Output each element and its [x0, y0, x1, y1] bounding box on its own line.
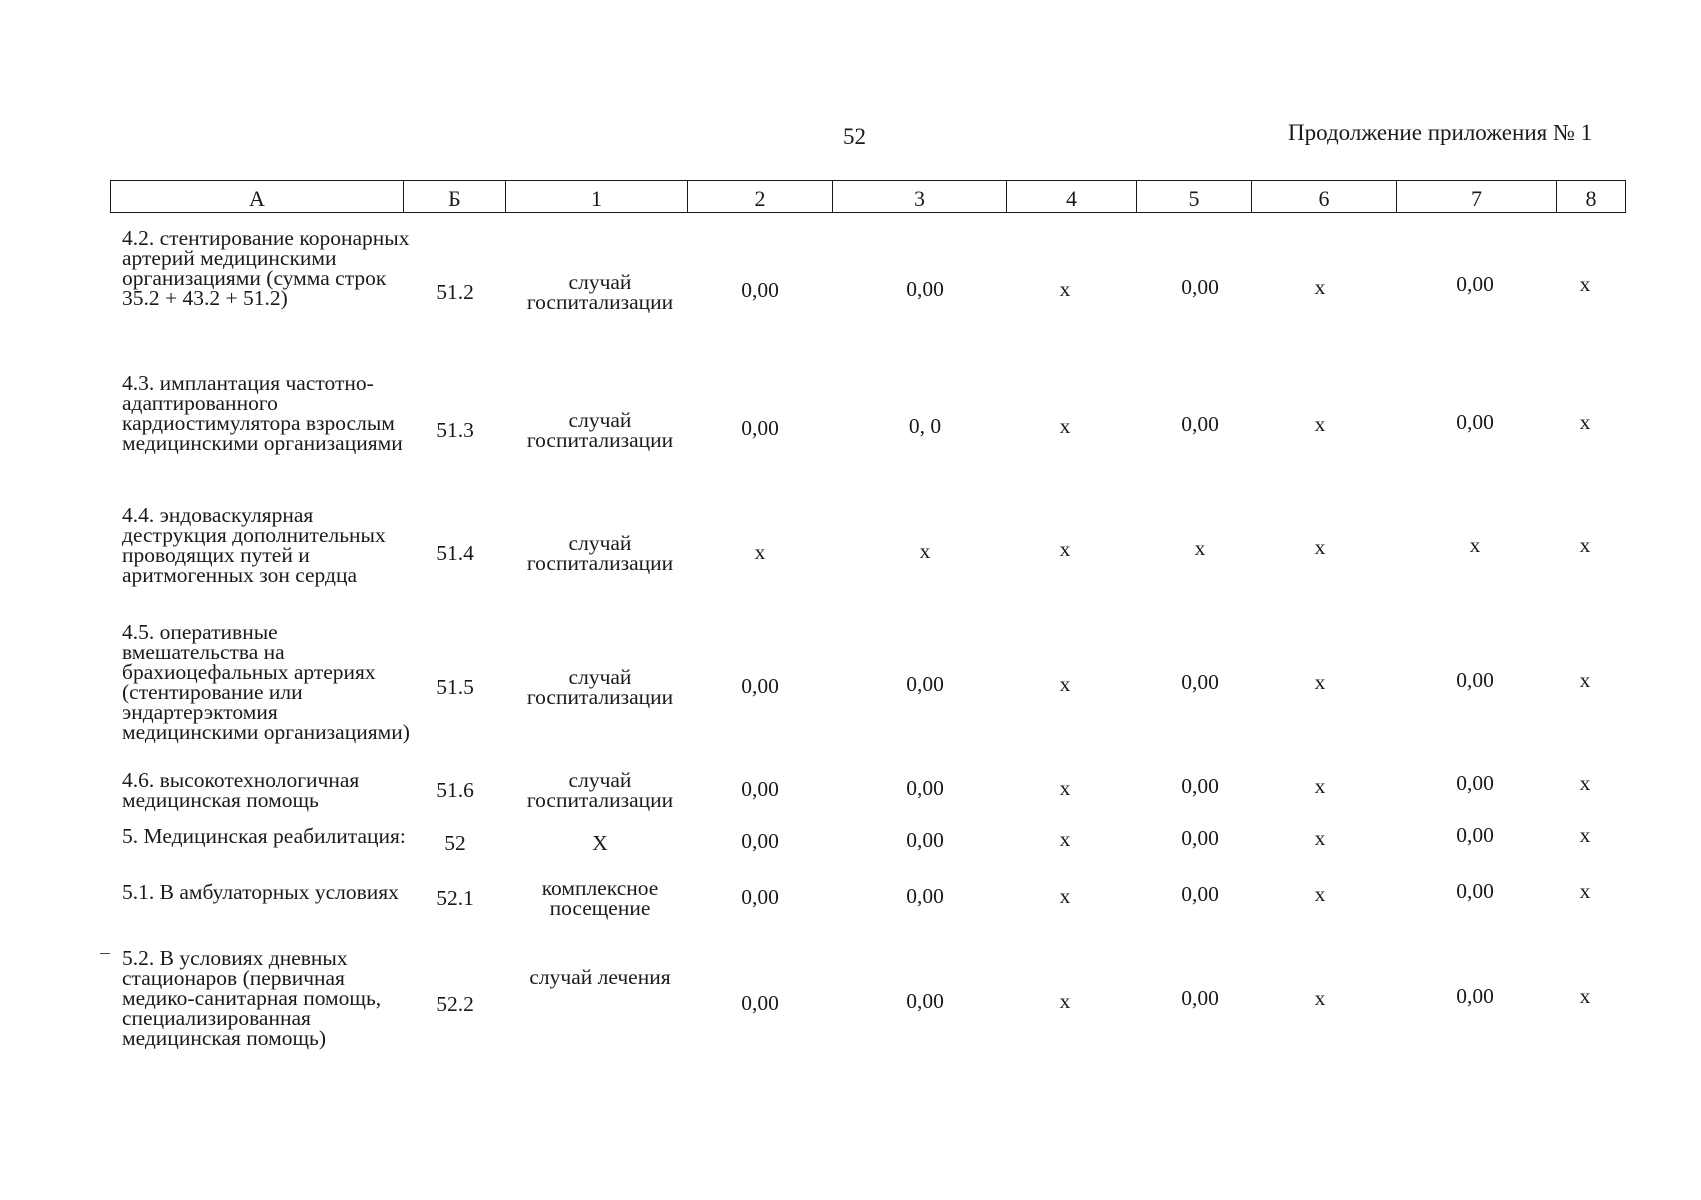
cell-col-6: х: [1314, 774, 1326, 798]
cell-col-3: х: [919, 539, 931, 563]
column-header: 2: [688, 181, 833, 213]
column-header: 3: [833, 181, 1007, 213]
row-code: 52.2: [436, 992, 474, 1016]
cell-col-2: 0,00: [741, 829, 779, 853]
cell-col-6: х: [1314, 535, 1326, 559]
row-unit: случай госпитализации: [526, 665, 674, 709]
cell-col-4: х: [1059, 414, 1071, 438]
cell-col-6: х: [1314, 826, 1326, 850]
cell-col-4: х: [1059, 277, 1071, 301]
cell-col-3: 0, 0: [908, 414, 942, 438]
row-name: 4.2. стентирование коронарных артерий медицинскими организациями (сумма строк 35.2 + 43.2 + 51.2): [122, 226, 410, 310]
row-name: 5.2. В условиях дневных стационаров (первичная медико-санитарная помощь, специализированная медицинская помощь): [122, 946, 382, 1050]
cell-col-4: х: [1059, 672, 1071, 696]
cell-col-2: 0,00: [741, 416, 779, 440]
cell-col-7: х: [1469, 533, 1481, 557]
column-header: Б: [404, 181, 506, 213]
row-code: 51.6: [436, 778, 474, 802]
cell-col-8: х: [1579, 533, 1591, 557]
row-name: 4.3. имплантация частотно-адаптированного кардиостимулятора взрослым медицинскими организациями: [122, 371, 403, 455]
cell-col-8: х: [1579, 823, 1591, 847]
column-header: А: [111, 181, 404, 213]
column-header: 6: [1252, 181, 1397, 213]
row-name: 4.4. эндоваскулярная деструкция дополнительных проводящих путей и аритмогенных зон сердца: [122, 503, 386, 587]
cell-col-2: 0,00: [741, 885, 779, 909]
cell-col-8: х: [1579, 272, 1591, 296]
cell-col-7: 0,00: [1456, 984, 1494, 1008]
cell-col-8: х: [1579, 771, 1591, 795]
cell-col-3: 0,00: [906, 989, 944, 1013]
column-header: 1: [506, 181, 688, 213]
cell-col-8: х: [1579, 879, 1591, 903]
cell-col-3: 0,00: [906, 884, 944, 908]
cell-col-5: 0,00: [1181, 670, 1219, 694]
cell-col-5: 0,00: [1181, 275, 1219, 299]
cell-col-4: х: [1059, 827, 1071, 851]
row-name: 4.5. оперативные вмешательства на брахиоцефальных артериях (стентирование или эндартерэктомия медицинскими организациями): [122, 620, 410, 744]
cell-col-5: 0,00: [1181, 986, 1219, 1010]
cell-col-2: 0,00: [741, 777, 779, 801]
column-header: 7: [1397, 181, 1557, 213]
row-code: 51.5: [436, 675, 474, 699]
row-code: 51.3: [436, 418, 474, 442]
cell-col-5: 0,00: [1181, 412, 1219, 436]
cell-col-4: х: [1059, 989, 1071, 1013]
column-header: 4: [1007, 181, 1137, 213]
page-number: 52: [843, 124, 866, 149]
cell-col-2: х: [754, 540, 766, 564]
row-name: 5.1. В амбулаторных условиях: [122, 880, 399, 904]
cell-col-6: х: [1314, 275, 1326, 299]
row-code: 52.1: [436, 886, 474, 910]
cell-col-7: 0,00: [1456, 879, 1494, 903]
cell-col-8: х: [1579, 984, 1591, 1008]
cell-col-8: х: [1579, 410, 1591, 434]
row-unit: случай лечения: [529, 965, 671, 989]
cell-col-7: 0,00: [1456, 410, 1494, 434]
cell-col-3: 0,00: [906, 776, 944, 800]
row-code: 51.2: [436, 280, 474, 304]
cell-col-3: 0,00: [906, 672, 944, 696]
row-unit: случай госпитализации: [526, 408, 674, 452]
cell-col-6: х: [1314, 670, 1326, 694]
cell-col-6: х: [1314, 986, 1326, 1010]
row-name: 4.6. высокотехнологичная медицинская помощь: [122, 768, 360, 812]
row-unit: случай госпитализации: [526, 768, 674, 812]
continuation-label: Продолжение приложения № 1: [1288, 120, 1593, 145]
cell-col-2: 0,00: [741, 991, 779, 1015]
row-unit: случай госпитализации: [526, 270, 674, 314]
scan-dash-mark: [100, 953, 110, 954]
column-header-table: [110, 180, 1626, 213]
cell-col-4: х: [1059, 776, 1071, 800]
row-code: 51.4: [436, 541, 474, 565]
cell-col-5: х: [1194, 536, 1206, 560]
row-code: 52: [444, 831, 466, 855]
cell-col-7: 0,00: [1456, 272, 1494, 296]
row-unit: Х: [592, 831, 608, 855]
row-unit: случай госпитализации: [526, 531, 674, 575]
cell-col-6: х: [1314, 882, 1326, 906]
cell-col-5: 0,00: [1181, 826, 1219, 850]
cell-col-7: 0,00: [1456, 771, 1494, 795]
cell-col-2: 0,00: [741, 278, 779, 302]
column-header: 8: [1557, 181, 1626, 213]
cell-col-5: 0,00: [1181, 774, 1219, 798]
cell-col-7: 0,00: [1456, 823, 1494, 847]
cell-col-6: х: [1314, 412, 1326, 436]
cell-col-8: х: [1579, 668, 1591, 692]
cell-col-3: 0,00: [906, 828, 944, 852]
cell-col-4: х: [1059, 537, 1071, 561]
cell-col-3: 0,00: [906, 277, 944, 301]
row-unit: комплексное посещение: [541, 876, 659, 920]
column-header: 5: [1137, 181, 1252, 213]
cell-col-7: 0,00: [1456, 668, 1494, 692]
row-name: 5. Медицинская реабилитация:: [122, 824, 406, 848]
cell-col-4: х: [1059, 884, 1071, 908]
cell-col-2: 0,00: [741, 674, 779, 698]
column-header-row: [111, 181, 1626, 213]
cell-col-5: 0,00: [1181, 882, 1219, 906]
